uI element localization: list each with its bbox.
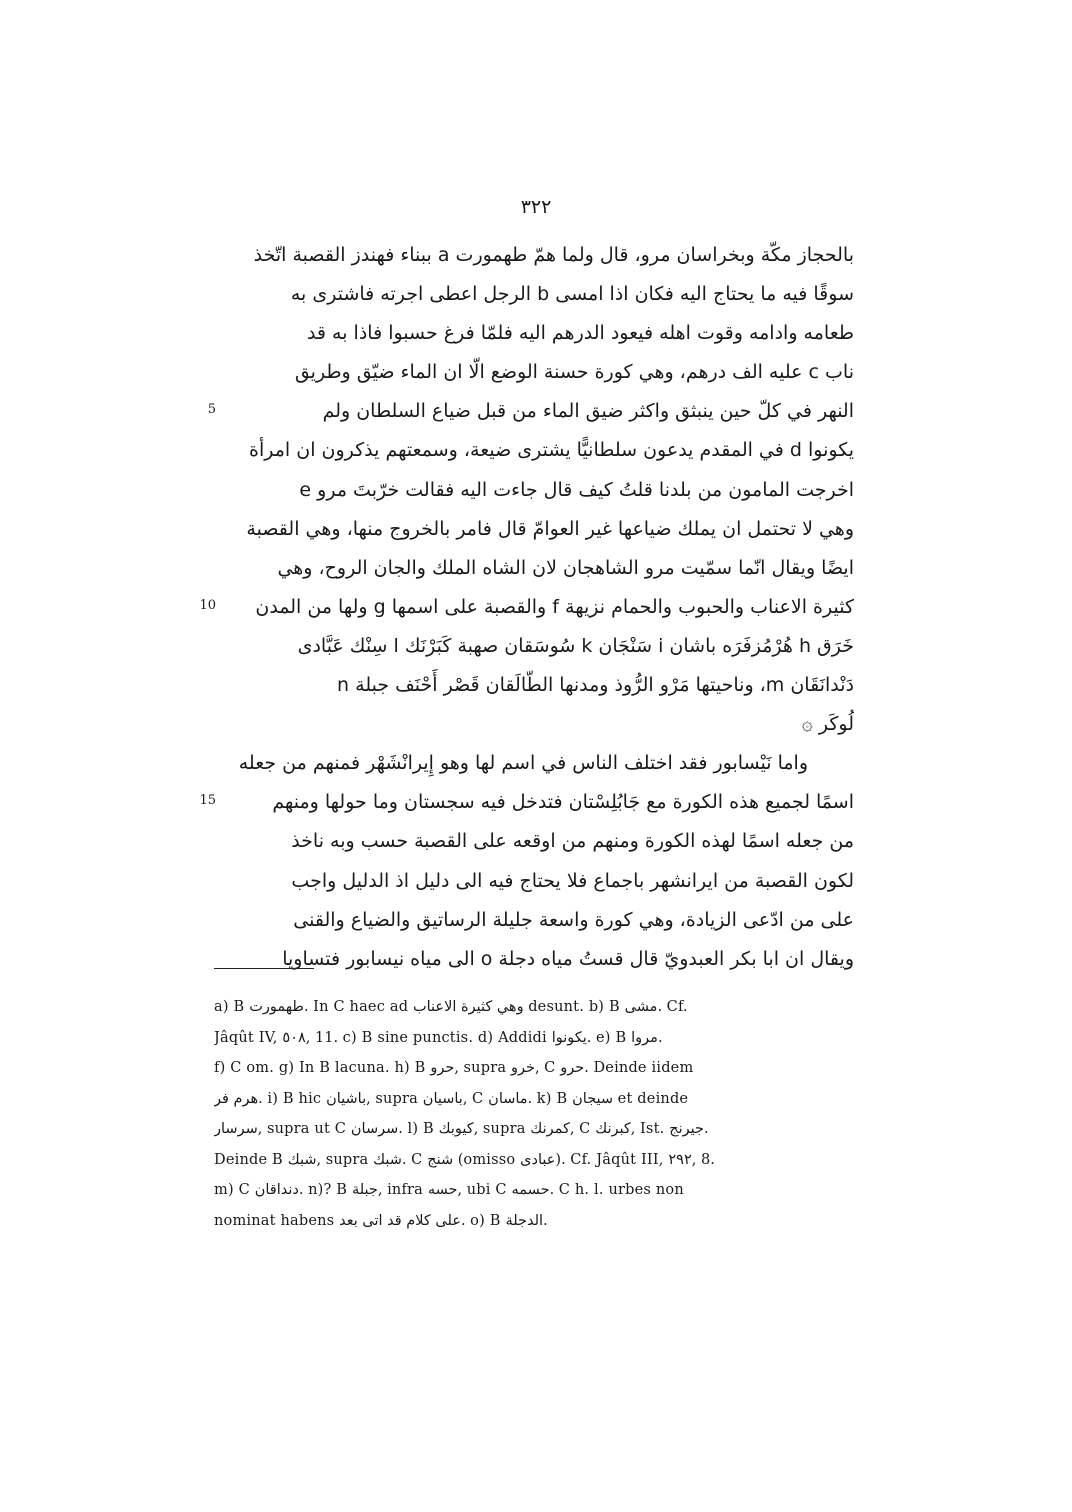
footnote-line	[214, 1023, 854, 1054]
footnote-segment: , ubi C حسمه. C h. l. urbes non	[457, 1182, 684, 1198]
footnote-segment: m) C	[214, 1182, 255, 1198]
footnote-segment: .	[703, 1121, 709, 1137]
footnote-segment: جبلة	[351, 1182, 378, 1198]
text-line: اسمًا لجميع هذه الكورة مع جَابُلِسْتان فتدخل فيه سجستان وما حولها ومنهم	[272, 791, 854, 814]
footnote-segment: طهمورت	[249, 999, 304, 1015]
footnote-segment: . e) B	[586, 1029, 632, 1046]
text-line: طعامه وادامه وقوت اهله فيعود الدرهم اليه فلمّا فرغ حسبوا فاذا به قد	[306, 322, 854, 345]
footnote-segment: . l) B كيوبك, supra كمرنك, C كبرنك, Ist.	[398, 1121, 670, 1137]
footnote-segment: شبك	[287, 1151, 317, 1168]
footnote-segment: , C ماسان. k) B سيجان et deinde	[462, 1090, 689, 1107]
footnote-segment: .	[543, 1212, 548, 1229]
text-line: اخرجت المامون من بلدنا قلتُ كيف قال جاءت اليه فقالت خرّبتَ مرو e	[299, 478, 854, 501]
footnote-segment: الدجلة	[505, 1212, 544, 1229]
footnote-segment: , 8.	[691, 1151, 715, 1168]
footnote-segment: . C شنج (omisso عبادى). Cf. Jâqût III,	[401, 1151, 669, 1168]
text-line: لكون القصبة من ايرانشهر باجماع فلا يحتاج فيه الى دليل اذ الدليل واجب	[291, 869, 854, 892]
footnote-segment: باسيان	[422, 1090, 463, 1107]
footnote-line	[214, 1053, 854, 1084]
footnote-segment: . In C haec ad	[303, 999, 413, 1015]
footnote-segment: مروا	[631, 1029, 658, 1046]
main-text	[214, 236, 854, 979]
line-number: 10	[199, 597, 216, 613]
text-line: لُوكَر ۞	[801, 713, 854, 736]
footnote-segment: a) B	[214, 999, 250, 1015]
footnote-segment: , C	[534, 1060, 561, 1076]
text-line: وهي لا تحتمل ان يملك ضياعها غير العوامّ قال فامر بالخروج منها، وهي القصبة	[246, 517, 854, 540]
footnote-segment: جيرنج	[669, 1121, 704, 1137]
footnote-segment: nominat habens	[214, 1212, 340, 1229]
footnote-segment: حسه	[427, 1182, 458, 1198]
footnote-line	[214, 1114, 854, 1145]
text-line: من جعله اسمًا لهذه الكورة ومنهم من اوقعه على القصبة حسب وبه ناخذ	[291, 830, 854, 853]
footnote-line	[214, 1206, 854, 1237]
footnote-segment: desunt. b) B	[523, 999, 625, 1015]
text-line: واما نَيْسابور فقد اختلف الناس في اسم لها وهو إِيرانْشَهْر فمنهم من جعله	[238, 752, 808, 775]
footnote-segment: , supra ut C	[257, 1121, 351, 1137]
text-line: يكونوا d في المقدم يدعون سلطانيًّا يشترى ضيعة، وسمعتهم يذكرون ان امرأة	[249, 439, 854, 462]
text-line: على من ادّعى الزيادة، وهي كورة واسعة جليلة الرساتيق والضياع والقنى	[293, 908, 854, 931]
text-line: ناب c عليه الف درهم، وهي كورة حسنة الوضع الّا ان الماء ضيّق وطريق	[294, 361, 854, 384]
footnote-segment: . Cf.	[657, 999, 688, 1015]
line-number: 15	[199, 793, 216, 809]
footnote-segment: يكونوا	[551, 1029, 587, 1046]
footnote-rule	[214, 968, 314, 969]
text-line: النهر في كلّ حين ينبثق واكثر ضيق الماء من قبل ضياع السلطان ولم	[322, 400, 854, 423]
footnote-segment: Deinde B	[214, 1151, 288, 1168]
footnote-line	[214, 1145, 854, 1176]
footnote-segment: .	[657, 1029, 663, 1046]
footnote-segment: على كلام قد اتى بعد	[339, 1212, 461, 1229]
text-line: سوقًا فيه ما يحتاج اليه فكان اذا امسى b الرجل اعطى اجرته فاشترى به	[290, 283, 854, 306]
text-line: خَرَق h هُرْمُزفَرَه باشان i سَنْجَان k سُوسَقان صهبة كَبَرْنَك l سِنْك عَبَّادى	[297, 634, 854, 657]
page-number: ٣٢٢	[520, 196, 552, 218]
text-line: ايضًا ويقال انّما سمّيت مرو الشاهجان لان الشاه الملك والجان الروح، وهي	[277, 556, 854, 579]
footnote-segment: مشى	[624, 999, 658, 1015]
footnote-segment: . n)? B	[298, 1182, 352, 1198]
footnote-line	[214, 1175, 854, 1206]
text-line: كثيرة الاعناب والحبوب والحمام نزيهة f والقصبة على اسمها g ولها من المدن	[255, 595, 854, 618]
footnote-segment: . Deinde iidem	[584, 1060, 694, 1076]
footnote-segment: شبك	[373, 1151, 402, 1168]
footnote-segment: . o) B	[460, 1212, 506, 1229]
text-line: ويقال ان ابا بكر العبدويّ قال قستُ مياه دجلة o الى مياه نيسابور فتساويا	[282, 947, 854, 970]
footnote-segment: هرم فر	[214, 1090, 259, 1107]
footnote-segment: , infra	[377, 1182, 428, 1198]
footnote-segment: خرو	[510, 1060, 535, 1076]
footnote-segment: ٢٩٢	[668, 1151, 692, 1168]
line-number: 5	[207, 402, 216, 418]
footnote-segment: f) C om. g) In B lacuna. h) B	[214, 1060, 431, 1076]
footnote-segment: حرو	[430, 1060, 455, 1076]
footnote-line	[214, 1084, 854, 1115]
text-line: دَنْدانَقَان m، وناحيتها مَرْو الرُّوذ ومدنها الطّالَقان قَصْر أَحْنَف جبلة n	[337, 674, 854, 697]
footnote-segment: , supra	[454, 1060, 511, 1076]
footnote-segment: , supra	[316, 1151, 374, 1168]
footnote-line	[214, 992, 854, 1023]
footnote-segment: باشيان	[326, 1090, 367, 1107]
footnote-segment: حرو	[560, 1060, 585, 1076]
footnote-segment: دنداقان	[254, 1182, 299, 1198]
text-line: بالحجاز مكّة وبخراسان مرو، قال ولما همّ طهمورت a ببناء فهندز القصبة اتّخذ	[253, 244, 854, 266]
footnote-segment: . i) B hic	[258, 1090, 327, 1107]
footnote-segment: سرسار	[214, 1121, 258, 1137]
footnote-segment: سرسان	[350, 1121, 399, 1137]
footnote-segment: Jâqût IV, ٥٠٨, 11. c) B sine punctis. d) Addidi	[214, 1029, 552, 1046]
footnotes	[214, 992, 854, 1236]
footnote-segment: , supra	[366, 1090, 423, 1107]
footnote-segment: وهي كثيرة الاعناب	[412, 999, 524, 1015]
